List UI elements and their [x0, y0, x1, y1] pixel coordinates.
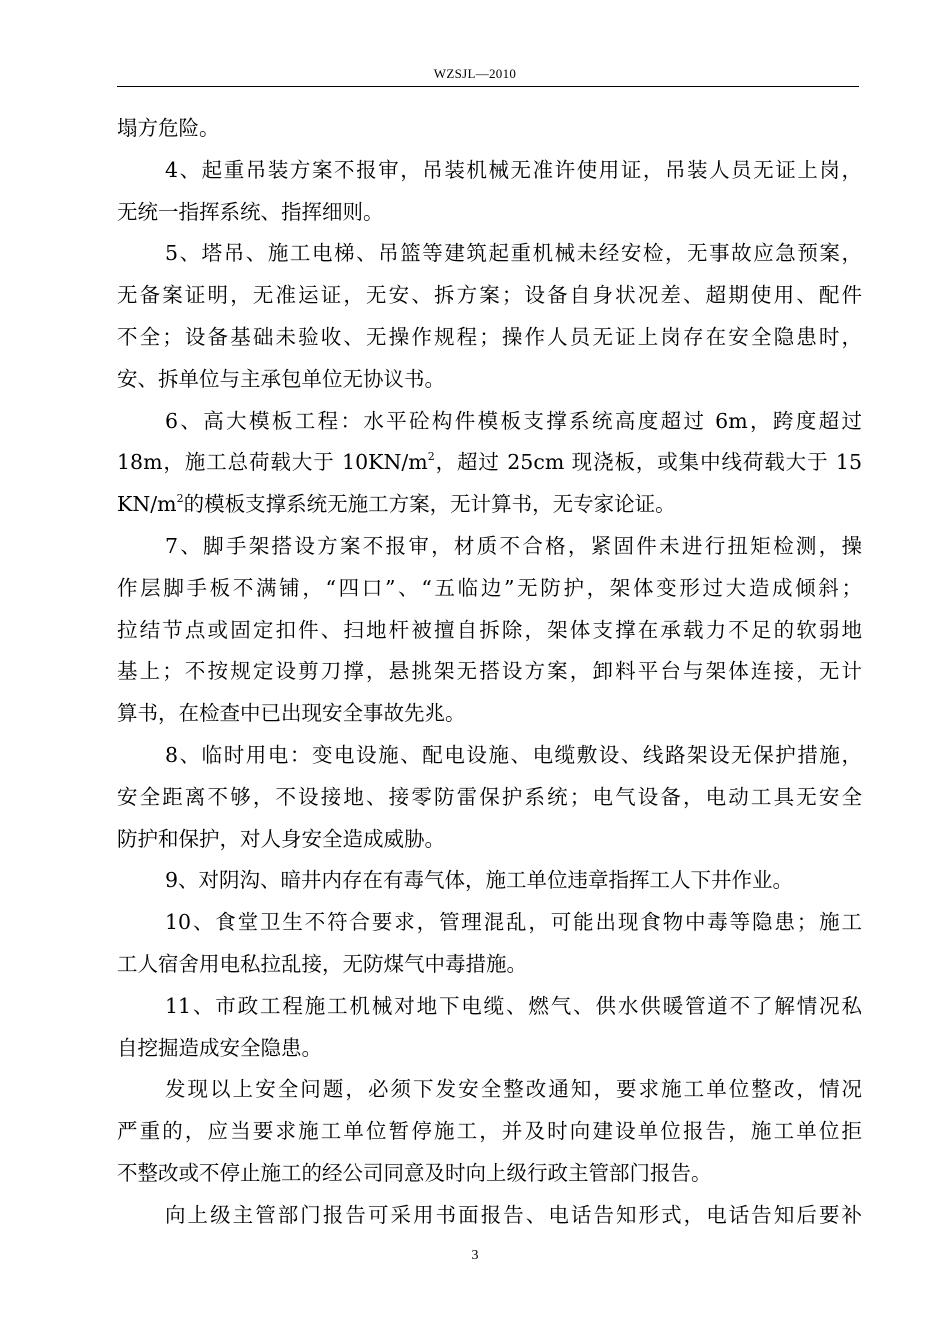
superscript: 2 — [427, 450, 435, 464]
text-line: 发现以上安全问题，必须下发安全整改通知，要求施工单位整改，情况 — [165, 1077, 862, 1102]
text-line: 4、起重吊装方案不报审，吊装机械无准许使用证，吊装人员无证上岗， — [165, 157, 862, 182]
header-divider — [117, 86, 859, 87]
text-line: 作层脚手板不满铺，“四口”、“五临边”无防护，架体变形过大造成倾斜； — [117, 575, 862, 600]
text-line: 8、临时用电：变电设施、配电设施、电缆敷设、线路架设无保护措施， — [165, 742, 862, 767]
text-line: 向上级主管部门报告可采用书面报告、电话告知形式，电话告知后要补 — [165, 1202, 862, 1227]
text-segment: ，超过 25cm 现浇板，或集中线荷载大于 15 — [434, 450, 862, 475]
superscript: 2 — [176, 492, 184, 506]
text-line: 不全；设备基础未验收、无操作规程；操作人员无证上岗存在安全隐患时， — [117, 324, 862, 349]
text-line: 6、高大模板工程：水平砼构件模板支撑系统高度超过 6m，跨度超过 — [165, 408, 862, 433]
text-line: 安全距离不够，不设接地、接零防雷保护系统；电气设备，电动工具无安全 — [117, 784, 862, 809]
text-line: 算书，在检查中已出现安全事故先兆。 — [117, 701, 466, 726]
page-number: 3 — [471, 1248, 479, 1263]
text-line: 5、塔吊、施工电梯、吊篮等建筑起重机械未经安检，无事故应急预案， — [165, 241, 862, 266]
text-line: 防护和保护，对人身安全造成威胁。 — [117, 826, 445, 851]
text-line: 安、拆单位与主承包单位无协议书。 — [117, 366, 445, 391]
text-line: 7、脚手架搭设方案不报审，材质不合格，紧固件未进行扭矩检测，操 — [165, 533, 862, 558]
text-line — [117, 484, 862, 526]
text-line: 11、市政工程施工机械对地下电缆、燃气、供水供暖管道不了解情况私 — [165, 993, 862, 1018]
page-header: WZSJL—2010 — [433, 66, 517, 81]
text-line: 不整改或不停止施工的经公司同意及时向上级行政主管部门报告。 — [117, 1160, 712, 1185]
document-body — [117, 108, 862, 1237]
text-segment: 的模板支撑系统无施工方案，无计算书，无专家论证。 — [183, 492, 676, 517]
text-line: 自挖掘造成安全隐患。 — [117, 1035, 322, 1060]
text-line: 塌方危险。 — [117, 116, 220, 140]
text-segment: 18m，施工总荷载大于 10KN/m — [117, 450, 428, 475]
text-line: 拉结节点或固定扣件、扫地杆被擅自拆除，架体支撑在承载力不足的软弱地 — [117, 617, 862, 642]
text-line: 基上；不按规定设剪刀撑，悬挑架无搭设方案，卸料平台与架体连接，无计 — [117, 659, 862, 684]
text-line: 无统一指挥系统、指挥细则。 — [117, 199, 384, 224]
text-line: 严重的，应当要求施工单位暂停施工，并及时向建设单位报告，施工单位拒 — [117, 1119, 862, 1144]
text-line: 工人宿舍用电私拉乱接，无防煤气中毒措施。 — [117, 951, 527, 976]
text-segment: KN/m — [117, 492, 177, 517]
text-line — [117, 442, 862, 484]
text-line: 10、食堂卫生不符合要求，管理混乱，可能出现食物中毒等隐患；施工 — [165, 910, 862, 935]
text-line: 9、对阴沟、暗井内存在有毒气体，施工单位违章指挥工人下井作业。 — [165, 868, 794, 893]
text-line: 无备案证明，无准运证，无安、拆方案；设备自身状况差、超期使用、配件 — [117, 283, 862, 308]
